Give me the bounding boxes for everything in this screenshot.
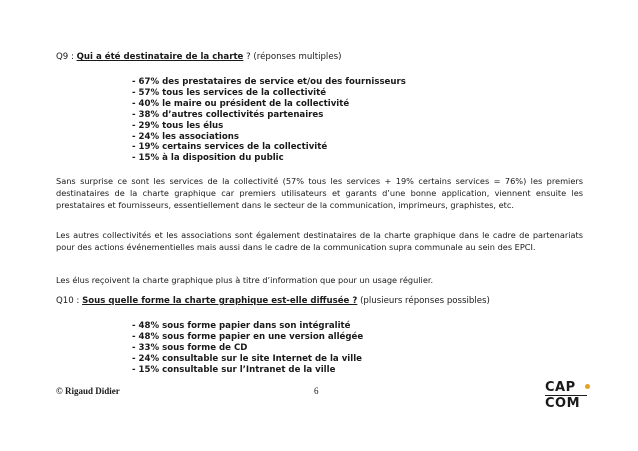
q10-question: Sous quelle forme la charte graphique est-elle diffusée ? bbox=[82, 296, 358, 306]
q9-prefix: Q9 : bbox=[56, 52, 77, 62]
q10-answer-list bbox=[132, 321, 363, 376]
copyright: © Rigaud Didier bbox=[56, 386, 120, 396]
paragraph-autres-collectivites: Les autres collectivités et les associations sont également destinataires de la charte graphique dans le cadre de partenariats pour des actions événementielles mais aussi dans le cadre de la communication supra communale au sein des EPCI. bbox=[56, 230, 583, 252]
list-item: - 38% d’autres collectivités partenaires bbox=[132, 109, 324, 120]
logo-line-2: COM bbox=[545, 395, 587, 410]
q9-question: Qui a été destinataire de la charte bbox=[76, 52, 244, 62]
paragraph-destinataires: Sans surprise ce sont les services de la collectivité (57% tous les services + 19% certains services = 76%) les premiers destinataires de la charte graphique car premiers utilisateurs et garants d’une bonne application, viennent ensuite les prestataires et fournisseurs, essentiellement dans le secteur de la communication, imprimeurs, graphistes, etc. bbox=[56, 176, 583, 210]
question-10 bbox=[56, 296, 490, 307]
q9-suffix: ? (réponses multiples) bbox=[243, 52, 342, 62]
list-item: - 24% consultable sur le site Internet de la ville bbox=[132, 353, 362, 364]
logo-line-1: CAP bbox=[545, 380, 576, 395]
list-item: - 40% le maire ou président de la collectivité bbox=[132, 98, 350, 109]
list-item: - 33% sous forme de CD bbox=[132, 342, 248, 353]
q10-suffix: (plusieurs réponses possibles) bbox=[357, 296, 490, 306]
list-item: - 15% consultable sur l’Intranet de la ville bbox=[132, 364, 336, 375]
page-number: 6 bbox=[314, 386, 319, 396]
paragraph-elus: Les élus reçoivent la charte graphique plus à titre d’information que pour un usage régulier. bbox=[56, 275, 434, 285]
list-item: - 15% à la disposition du public bbox=[132, 153, 284, 164]
list-item: - 19% certains services de la collectivité bbox=[132, 142, 328, 153]
list-item: - 48% sous forme papier dans son intégralité bbox=[132, 321, 351, 331]
logo-accent-dot bbox=[585, 384, 590, 389]
list-item: - 24% les associations bbox=[132, 131, 239, 142]
list-item: - 29% tous les élus bbox=[132, 120, 224, 131]
list-item: - 48% sous forme papier en une version allégée bbox=[132, 331, 364, 342]
q9-answer-list bbox=[132, 77, 406, 164]
capcom-logo bbox=[545, 381, 587, 410]
q10-prefix: Q10 : bbox=[56, 296, 83, 306]
question-9 bbox=[56, 52, 341, 63]
list-item: - 57% tous les services de la collectivité bbox=[132, 87, 327, 98]
list-item: - 67% des prestataires de service et/ou des fournisseurs bbox=[132, 77, 406, 87]
